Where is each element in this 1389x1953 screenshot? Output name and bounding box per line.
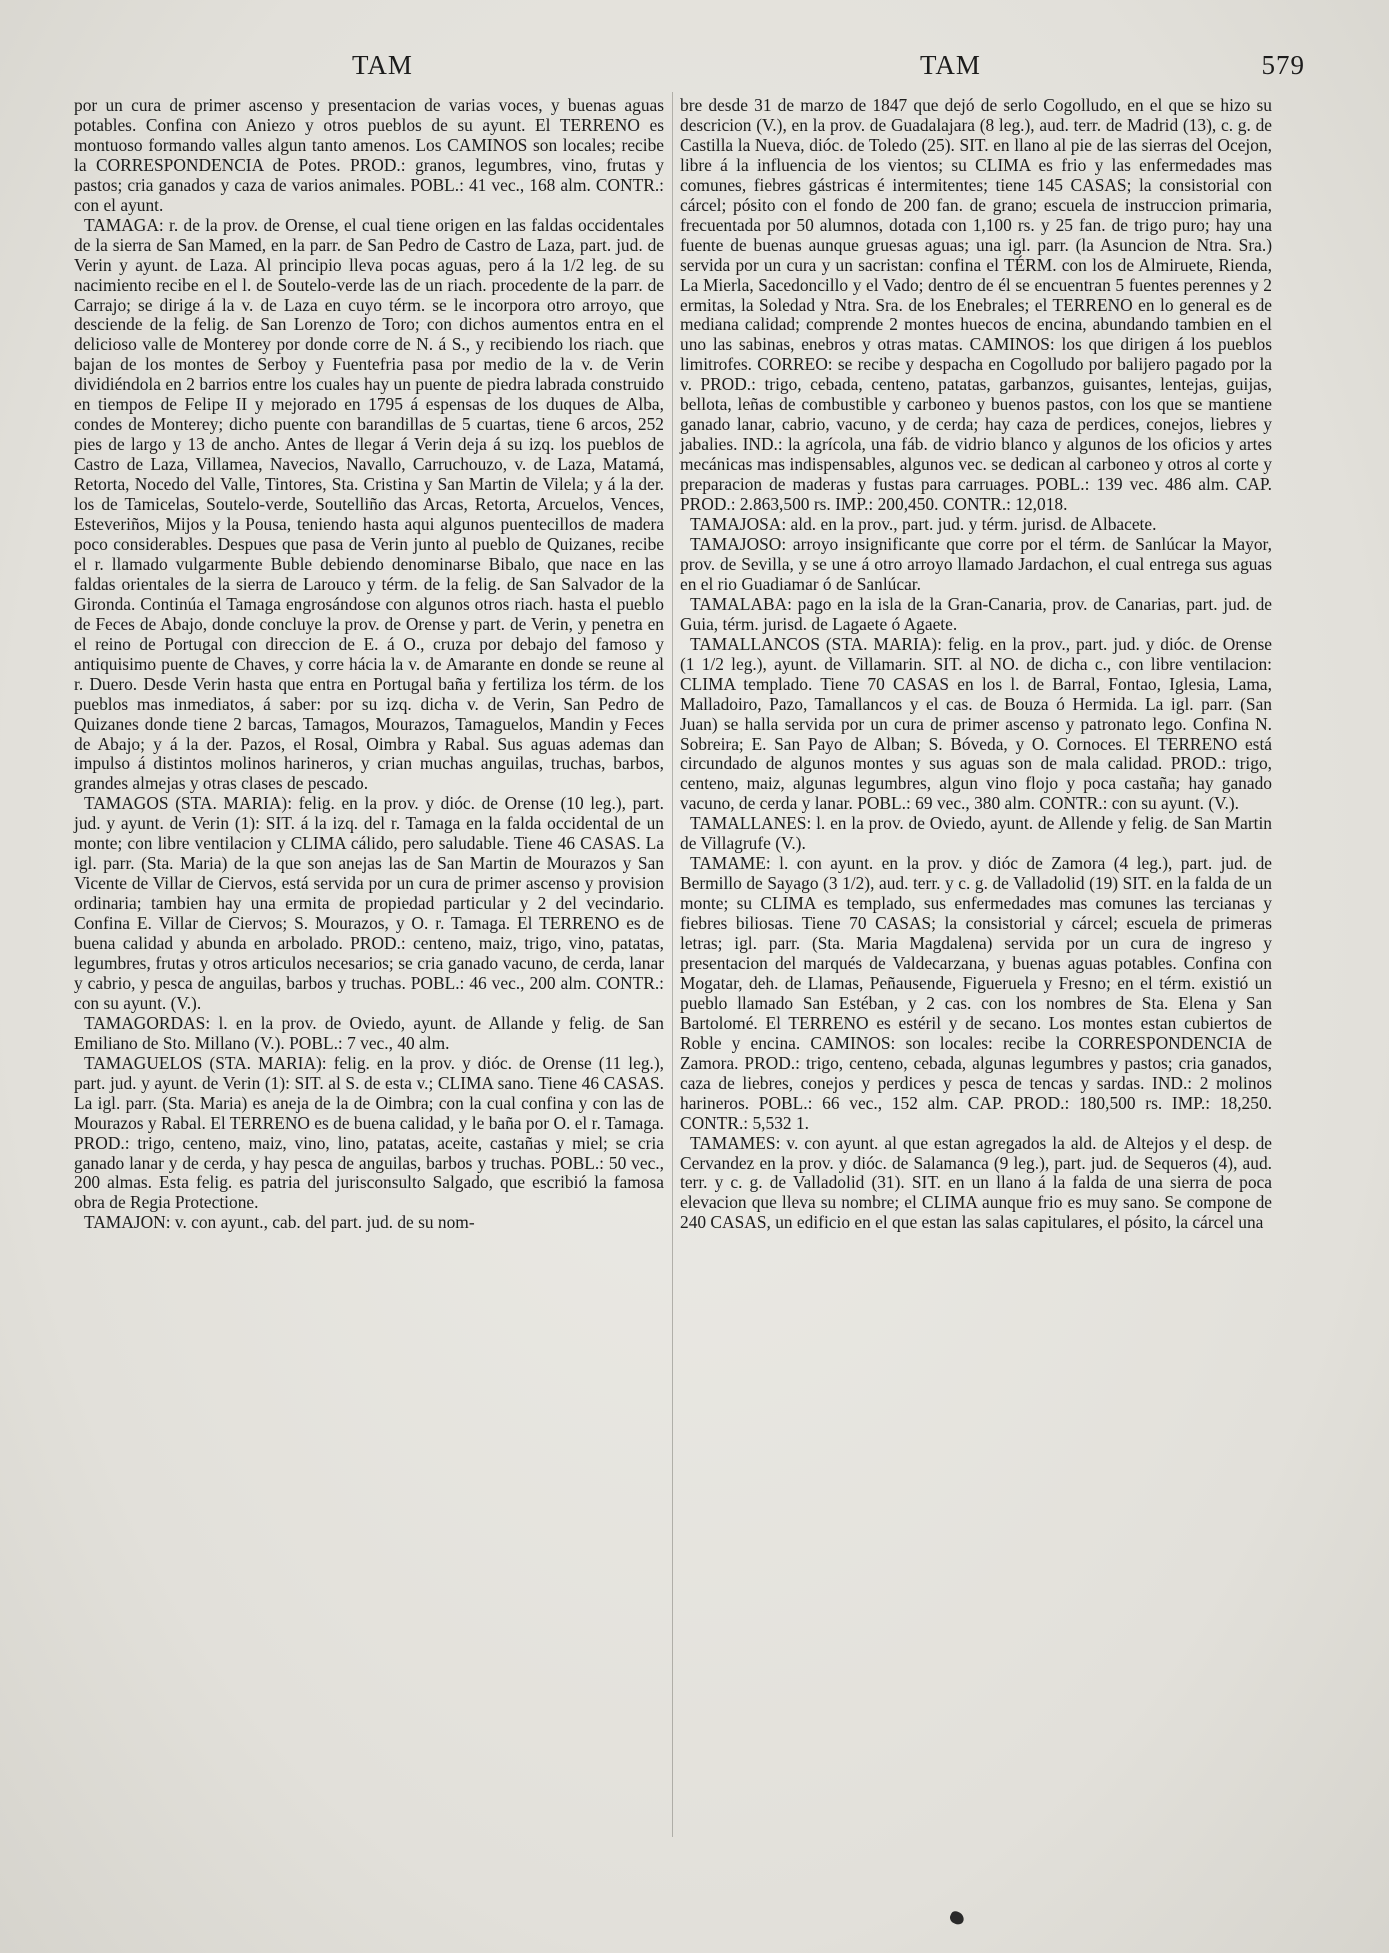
column-divider	[672, 92, 673, 1837]
running-head	[68, 50, 1321, 90]
dictionary-entry: TAMAGOS (STA. MARIA): felig. en la prov. y dióc. de Orense (10 leg.), part. jud. y ayunt. de Verin (1): SIT. á la izq. del r. Tamaga en la falda occidental de un monte; con libre ventilacion y CLIMA cálido, pero saludable. Tiene 46 CASAS. La igl. parr. (Sta. Maria) de la que son anejas las de San Martin de Mourazos y San Vicente de Villar de Ciervos, está servida por un cura de primer ascenso y provision ordinaria; tambien hay una ermita de propiedad particular y 2 del vecindario. Confina E. Villar de Ciervos; S. Mourazos, y O. r. Tamaga. El TERRENO es de buena calidad y abunda en arbolado. PROD.: centeno, maiz, trigo, vino, patatas, legumbres, frutas y otros articulos necesarios; se cria ganado vacuno, de cerda, lanar y cabrio, y pesca de anguilas, barbos y truchas. POBL.: 46 vec., 200 alm. CONTR.: con su ayunt. (V.).	[74, 793, 664, 1013]
dictionary-entry: TAMALABA: pago en la isla de la Gran-Canaria, prov. de Canarias, part. jud. de Guia, térm. jurisd. de Lagaete ó Agaete.	[680, 593, 1272, 634]
dictionary-entry: TAMAMES: v. con ayunt. al que estan agregados la ald. de Altejos y el desp. de Cervandez en la prov. y dióc. de Salamanca (9 leg.), part. jud. de Sequeros (4), aud. terr. y c. g. de Valladolid (31). SIT. en un llano á la falda de una sierra de poca elevacion que lleva su nombre; el CLIMA aunque frio es muy sano. Se compone de 240 CASAS, un edificio en el que estan las salas capitulares, el pósito, la cárcel una	[680, 1132, 1272, 1233]
dictionary-entry: TAMALLANES: l. en la prov. de Oviedo, ayunt. de Allende y felig. de San Martin de Villagrufe (V.).	[680, 813, 1272, 854]
dictionary-entry: TAMALLANCOS (STA. MARIA): felig. en la prov., part. jud. y dióc. de Orense (1 1/2 leg.), ayunt. de Villamarin. SIT. al NO. de dicha c., con libre ventilacion: CLIMA templado. Tiene 70 CASAS en los l. de Barral, Fontao, Iglesia, Lama, Malladoiro, Pazo, Tamallancos y el cas. de Bouza ó Hermida. La igl. parr. (San Juan) se halla servida por un cura de primer ascenso y patronato lego. Confina N. Sobreira; E. San Payo de Alban; S. Bóveda, y O. Cornoces. El TERRENO está circundado de algunos montes y sus aguas son de mala calidad. PROD.: trigo, centeno, maiz, algunas legumbres, algun vino flojo y poca castaña; hay ganado vacuno, de cerda y lanar. POBL.: 69 vec., 380 alm. CONTR.: con su ayunt. (V.).	[680, 633, 1272, 814]
dictionary-entry: TAMAJOSA: ald. en la prov., part. jud. y térm. jurisd. de Albacete.	[690, 514, 1157, 535]
ink-blot	[948, 1910, 966, 1927]
dictionary-entry: TAMAJON: v. con ayunt., cab. del part. jud. de su nom-	[84, 1212, 475, 1233]
dictionary-entry: TAMAGORDAS: l. en la prov. de Oviedo, ayunt. de Allande y felig. de San Emiliano de Sto. Millano (V.). POBL.: 7 vec., 40 alm.	[74, 1012, 664, 1053]
dictionary-entry: TAMAJOSO: arroyo insignificante que corre por el térm. de Sanlúcar la Mayor, prov. de Sevilla, y se une á otro arroyo llamado Jardachon, el cual entrega sus aguas en el rio Guadiamar ó de Sanlúcar.	[680, 533, 1272, 594]
dictionary-entry: bre desde 31 de marzo de 1847 que dejó de serlo Cogolludo, en el que se hizo su descricion (V.), en la prov. de Guadalajara (8 leg.), aud. terr. de Madrid (13), c. g. de Castilla la Nueva, dióc. de Toledo (25). SIT. en llano al pie de las sierras del Ocejon, libre á la influencia de los vientos; su CLIMA es frio y las enfermedades mas comunes, fiebres gástricas é intermitentes; tiene 145 CASAS; la consistorial con cárcel; pósito con el fondo de 200 fan. de grano; escuela de instruccion primaria, frecuentada por 50 alumnos, dotada con 1,100 rs. y 25 fan. de trigo puro; hay una fuente de buenas aunque gruesas aguas; una igl. parr. (la Asuncion de Ntra. Sra.) servida por un cura y un sacristan: confina el TÉRM. con los de Almiruete, Rienda, La Mierla, Sacedoncillo y el Vado; dentro de él se encuentran 5 fuentes perennes y 2 ermitas, la Soledad y Ntra. Sra. de los Enebrales; el TERRENO en lo general es de mediana calidad; comprende 2 montes huecos de encina, abundando tambien en el uno las sabinas, enebros y otras matas. CAMINOS: los que dirigen á los pueblos limitrofes. CORREO: se recibe y despacha en Cogolludo por balijero pagado por la v. PROD.: trigo, cebada, centeno, patatas, garbanzos, guisantes, lentejas, guijas, bellota, leñas de combustible y carboneo y buenos pastos, con los que se mantiene ganado lanar, cabrio, vacuno, y de cerda; hay caza de perdices, conejos, liebres y jabalies. IND.: la agrícola, una fáb. de vidrio blanco y algunos de los oficios y artes mecánicas mas indispensables, algunos vec. se dedican al carboneo y otros al corte y preparacion de maderas y fustas para carruages. POBL.: 139 vec. 486 alm. CAP. PROD.: 2.863,500 rs. IMP.: 200,450. CONTR.: 12,018.	[680, 95, 1272, 515]
dictionary-entry: por un cura de primer ascenso y presentacion de varias voces, y buenas aguas potables. Confina con Aniezo y otros pueblos de su ayunt. El TERRENO es montuoso formando valles algun tanto amenos. Los CAMINOS son locales; recibe la CORRESPONDENCIA de Potes. PROD.: granos, legumbres, vino, frutas y pastos; cria ganados y caza de varios animales. POBL.: 41 vec., 168 alm. CONTR.: con el ayunt.	[74, 95, 664, 215]
page-number: 579	[1261, 50, 1305, 80]
right-column	[680, 96, 1272, 1233]
left-column	[74, 96, 664, 1233]
right-headword: TAM	[920, 50, 981, 80]
dictionary-entry: TAMAGUELOS (STA. MARIA): felig. en la prov. y dióc. de Orense (11 leg.), part. jud. y ayunt. de Verin (1): SIT. al S. de esta v.; CLIMA sano. Tiene 46 CASAS. La igl. parr. (Sta. Maria) es aneja de la de Oimbra; con la cual confina y con las de Mourazos y Rabal. El TERRENO es de buena calidad, y le baña por O. el r. Tamaga. PROD.: trigo, centeno, maiz, vino, lino, patatas, aceite, castañas y miel; se cria ganado lanar y de cerda, y hay pesca de anguilas, barbos y truchas. POBL.: 50 vec., 200 almas. Esta felig. es patria del jurisconsulto Salgado, que escribió la famosa obra de Regia Protectione.	[74, 1052, 664, 1213]
dictionary-entry: TAMAME: l. con ayunt. en la prov. y dióc de Zamora (4 leg.), part. jud. de Bermillo de Sayago (3 1/2), aud. terr. y c. g. de Valladolid (19) SIT. en la falda de un monte; su CLIMA es templado, sus enfermedades mas comunes las tercianas y fiebres biliosas. Tiene 70 CASAS; la consistorial y cárcel; escuela de primeras letras; igl. parr. (Sta. Maria Magdalena) servida por un cura de ingreso y presentacion del marqués de Valdecarzana, y buenas aguas potables. Confina con Mogatar, deh. de Llamas, Peñausende, Figueruela y Fresno; en el térm. existió un pueblo llamado San Estéban, y 2 cas. con los nombres de Sta. Elena y San Bartolomé. El TERRENO es estéril y de secano. Los montes estan cubiertos de Roble y encina. CAMINOS: son locales: recibe la CORRESPONDENCIA de Zamora. PROD.: trigo, centeno, cebada, algunas legumbres y pastos; cria ganados, caza de liebres, conejos y perdices y pesca de tencas y sardas. IND.: 2 molinos harineros. POBL.: 66 vec., 152 alm. CAP. PROD.: 180,500 rs. IMP.: 18,250. CONTR.: 5,532 1.	[680, 853, 1272, 1133]
left-headword: TAM	[352, 50, 413, 80]
dictionary-entry: TAMAGA: r. de la prov. de Orense, el cual tiene origen en las faldas occidentales de la sierra de San Mamed, en la parr. de San Pedro de Castro de Laza, part. jud. de Verin y ayunt. de Laza. Al principio lleva pocas aguas, pero á la 1/2 leg. de su nacimiento recibe en el l. de Soutelo-verde las de un riach. procedente de la parr. de Carrajo; se dirige á la v. de Laza en cuyo térm. se le incorpora otro arroyo, que desciende de la felig. de San Lorenzo de Toro; con dichos aumentos entra en el delicioso valle de Monterey por donde corre de N. á S., y recibiendo los riach. que bajan de los montes de Serboy y Fuentefria pasa por medio de la v. de Verin dividiéndola en 2 barrios entre los cuales hay un puente de piedra labrada construido en tiempos de Felipe II y mejorado en 1795 á espensas de los duques de Alba, condes de Monterey; dicho puente con barandillas de 5 cuartas, tiene 6 arcos, 252 pies de largo y 13 de ancho. Antes de llegar á Verin deja á su izq. los pueblos de Castro de Laza, Villamea, Navecios, Navallo, Carruchouzo, v. de Laza, Matamá, Retorta, Nocedo del Valle, Tintores, Sta. Cristina y San Martin de Vilela; y á la der. los de Tamicelas, Soutelo-verde, Soutelliño das Arcas, Retorta, Arcuelos, Vences, Esteveriños, Mijos y la Pousa, teniendo hasta aqui algunos puentecillos de madera poco considerables. Despues que pasa de Verin junto al pueblo de Quizanes, recibe el r. llamado vulgarmente Buble debiendo denominarse Bibalo, que nace en las faldas orientales de la sierra de Larouco y térm. de la felig. de San Salvador de la Gironda. Continúa el Tamaga engrosándose con algunos otros riach. hasta el pueblo de Feces de Abajo, donde concluye la prov. de Orense y part. de Verin, y penetra en el reino de Portugal con direccion de E. á O., cruza por debajo del famoso y antiquisimo puente de Chaves, y corre hácia la v. de Amarante en donde se reune al r. Duero. Desde Verin hasta que entra en Portugal baña y fertiliza los térm. de los pueblos mas inmediatos, á saber: por su izq. dicha v. de Verin, San Pedro de Quizanes donde tiene 2 barcas, Tamagos, Mourazos, Tamaguelos, Mandin y Feces de Abajo; y á la der. Pazos, el Rosal, Oimbra y Rabal. Sus aguas ademas dan impulso á distintos molinos harineros, y crian muchas anguilas, truchas, barbos, grandes almejas y otras clases de pescado.	[74, 214, 664, 794]
